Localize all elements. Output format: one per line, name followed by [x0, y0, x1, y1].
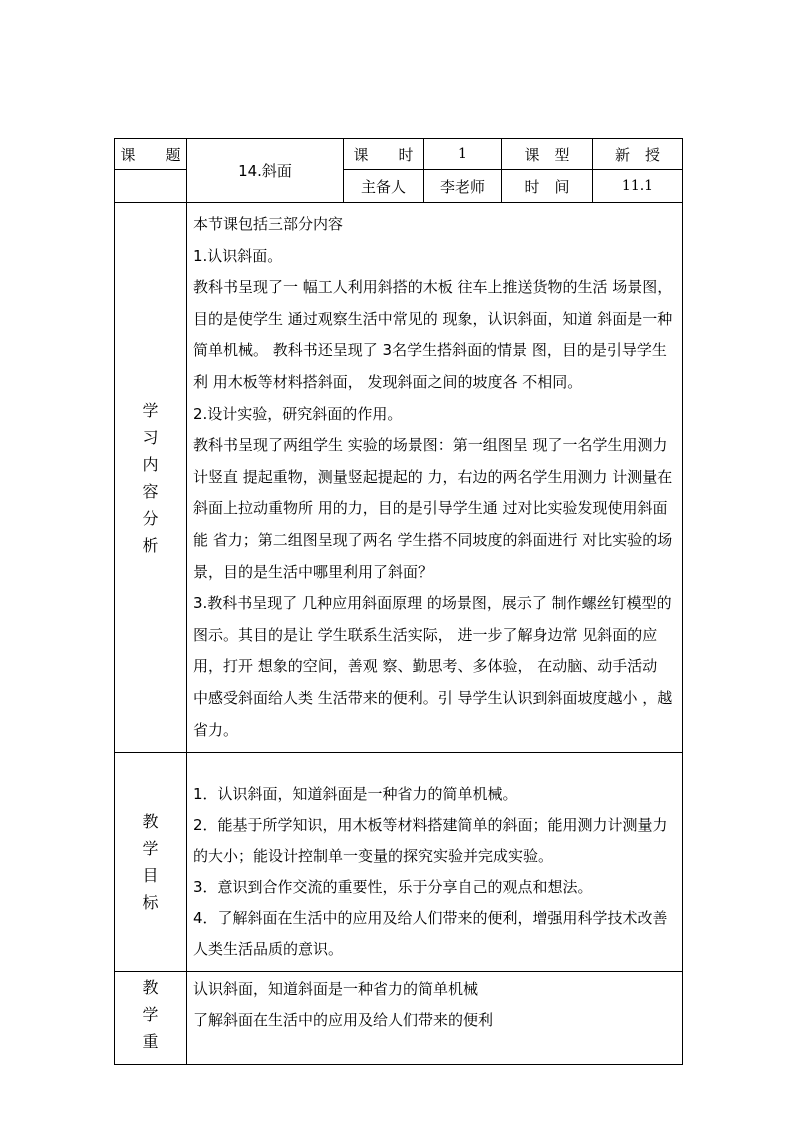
analysis-paragraph: 1.认识斜面。 [193, 246, 283, 265]
preparer-label: 主备人 [344, 170, 424, 203]
objectives-label-char: 学 [142, 839, 159, 859]
topic-label: 课 题 [115, 139, 187, 170]
key-points-label [115, 972, 187, 1065]
lesson-plan-table [114, 138, 683, 1065]
analysis-row [115, 203, 683, 753]
objective-item: 1．认识斜面，知道斜面是一种省力的简单机械。 [193, 785, 518, 804]
objectives-label-char: 标 [142, 893, 159, 913]
key-points-label-char: 学 [142, 1005, 159, 1025]
key-points-label-char: 教 [142, 978, 159, 998]
key-points-label-char: 重 [142, 1032, 159, 1052]
analysis-content [187, 203, 683, 753]
objectives-label-char: 教 [142, 812, 159, 832]
analysis-label-char: 析 [142, 535, 159, 555]
analysis-label-char: 分 [142, 508, 159, 528]
analysis-paragraph: 2.设计实验，研究斜面的作用。 [193, 404, 403, 423]
header-row-1 [115, 139, 683, 170]
objectives-label-char: 目 [142, 866, 159, 886]
key-points-content [187, 972, 683, 1065]
period-label: 课 时 [344, 139, 424, 170]
time-label: 时 间 [502, 170, 593, 203]
objectives-row [115, 753, 683, 972]
key-point-item: 认识斜面，知道斜面是一种省力的简单机械 [193, 980, 479, 999]
objective-item: 2．能基于所学知识，用木板等材料搭建简单的斜面；能用测力计测量力的大小；能设计控制单一变量的探究实验并完成实验。 [193, 816, 668, 866]
analysis-paragraph: 教科书呈现了两组学生 实验的场景图：第一组图呈 现了一名学生用测力计竖直 提起重物，测量竖起提起的 力，右边的两名学生用测力 计测量在斜面上拉动重物所 用的力，目的是引导学生通 过对比实验发现使用斜面能 省力；第二组图呈现了两名 学生搭不同坡度的斜面进行 对比实验的场景，目的是生活中哪里利用了斜面？ [193, 436, 673, 581]
topic-label-spacer [115, 170, 187, 203]
objectives-label [115, 753, 187, 972]
time-value: 11.1 [593, 170, 683, 203]
analysis-paragraph: 本节课包括三部分内容 [193, 215, 344, 233]
analysis-paragraph: 教科书呈现了一 幅工人利用斜搭的木板 往车上推送货物的生活 场景图，目的是使学生 通过观察生活中常见的 现象，认识斜面，知道 斜面是一种简单机械。 教科书还呈现了 3名学生搭斜面的情景 图，目的是引导学生利 用木板等材料搭斜面， 发现斜面之间的坡度各 不相同。 [193, 278, 673, 391]
analysis-label-char: 容 [142, 481, 159, 501]
objective-item: 4．了解斜面在生活中的应用及给人们带来的便利，增强用科学技术改善人类生活品质的意识。 [193, 909, 668, 959]
period-value: 1 [424, 139, 502, 170]
analysis-label [115, 203, 187, 753]
preparer-value: 李老师 [424, 170, 502, 203]
key-points-row [115, 972, 683, 1065]
topic-value: 14.斜面 [187, 139, 344, 203]
analysis-label-char: 内 [142, 454, 159, 474]
objective-item: 3．意识到合作交流的重要性，乐于分享自己的观点和想法。 [193, 878, 593, 897]
analysis-label-char: 习 [142, 427, 159, 447]
type-value: 新 授 [593, 139, 683, 170]
analysis-label-char: 学 [142, 400, 159, 420]
objectives-content [187, 753, 683, 972]
type-label: 课 型 [502, 139, 593, 170]
analysis-paragraph: 3.教科书呈现了 几种应用斜面原理 的场景图，展示了 制作螺丝钉模型的图示。其目的是让 学生联系生活实际， 进一步了解身边常 见斜面的应用，打开 想象的空间，善观 察、勤思考、多体验， 在动脑、动手活动 中感受斜面给人类 生活带来的便利。引 导学生认识到斜面坡度越小 ，越省力。 [193, 594, 673, 739]
key-point-item: 了解斜面在生活中的应用及给人们带来的便利 [193, 1011, 494, 1030]
